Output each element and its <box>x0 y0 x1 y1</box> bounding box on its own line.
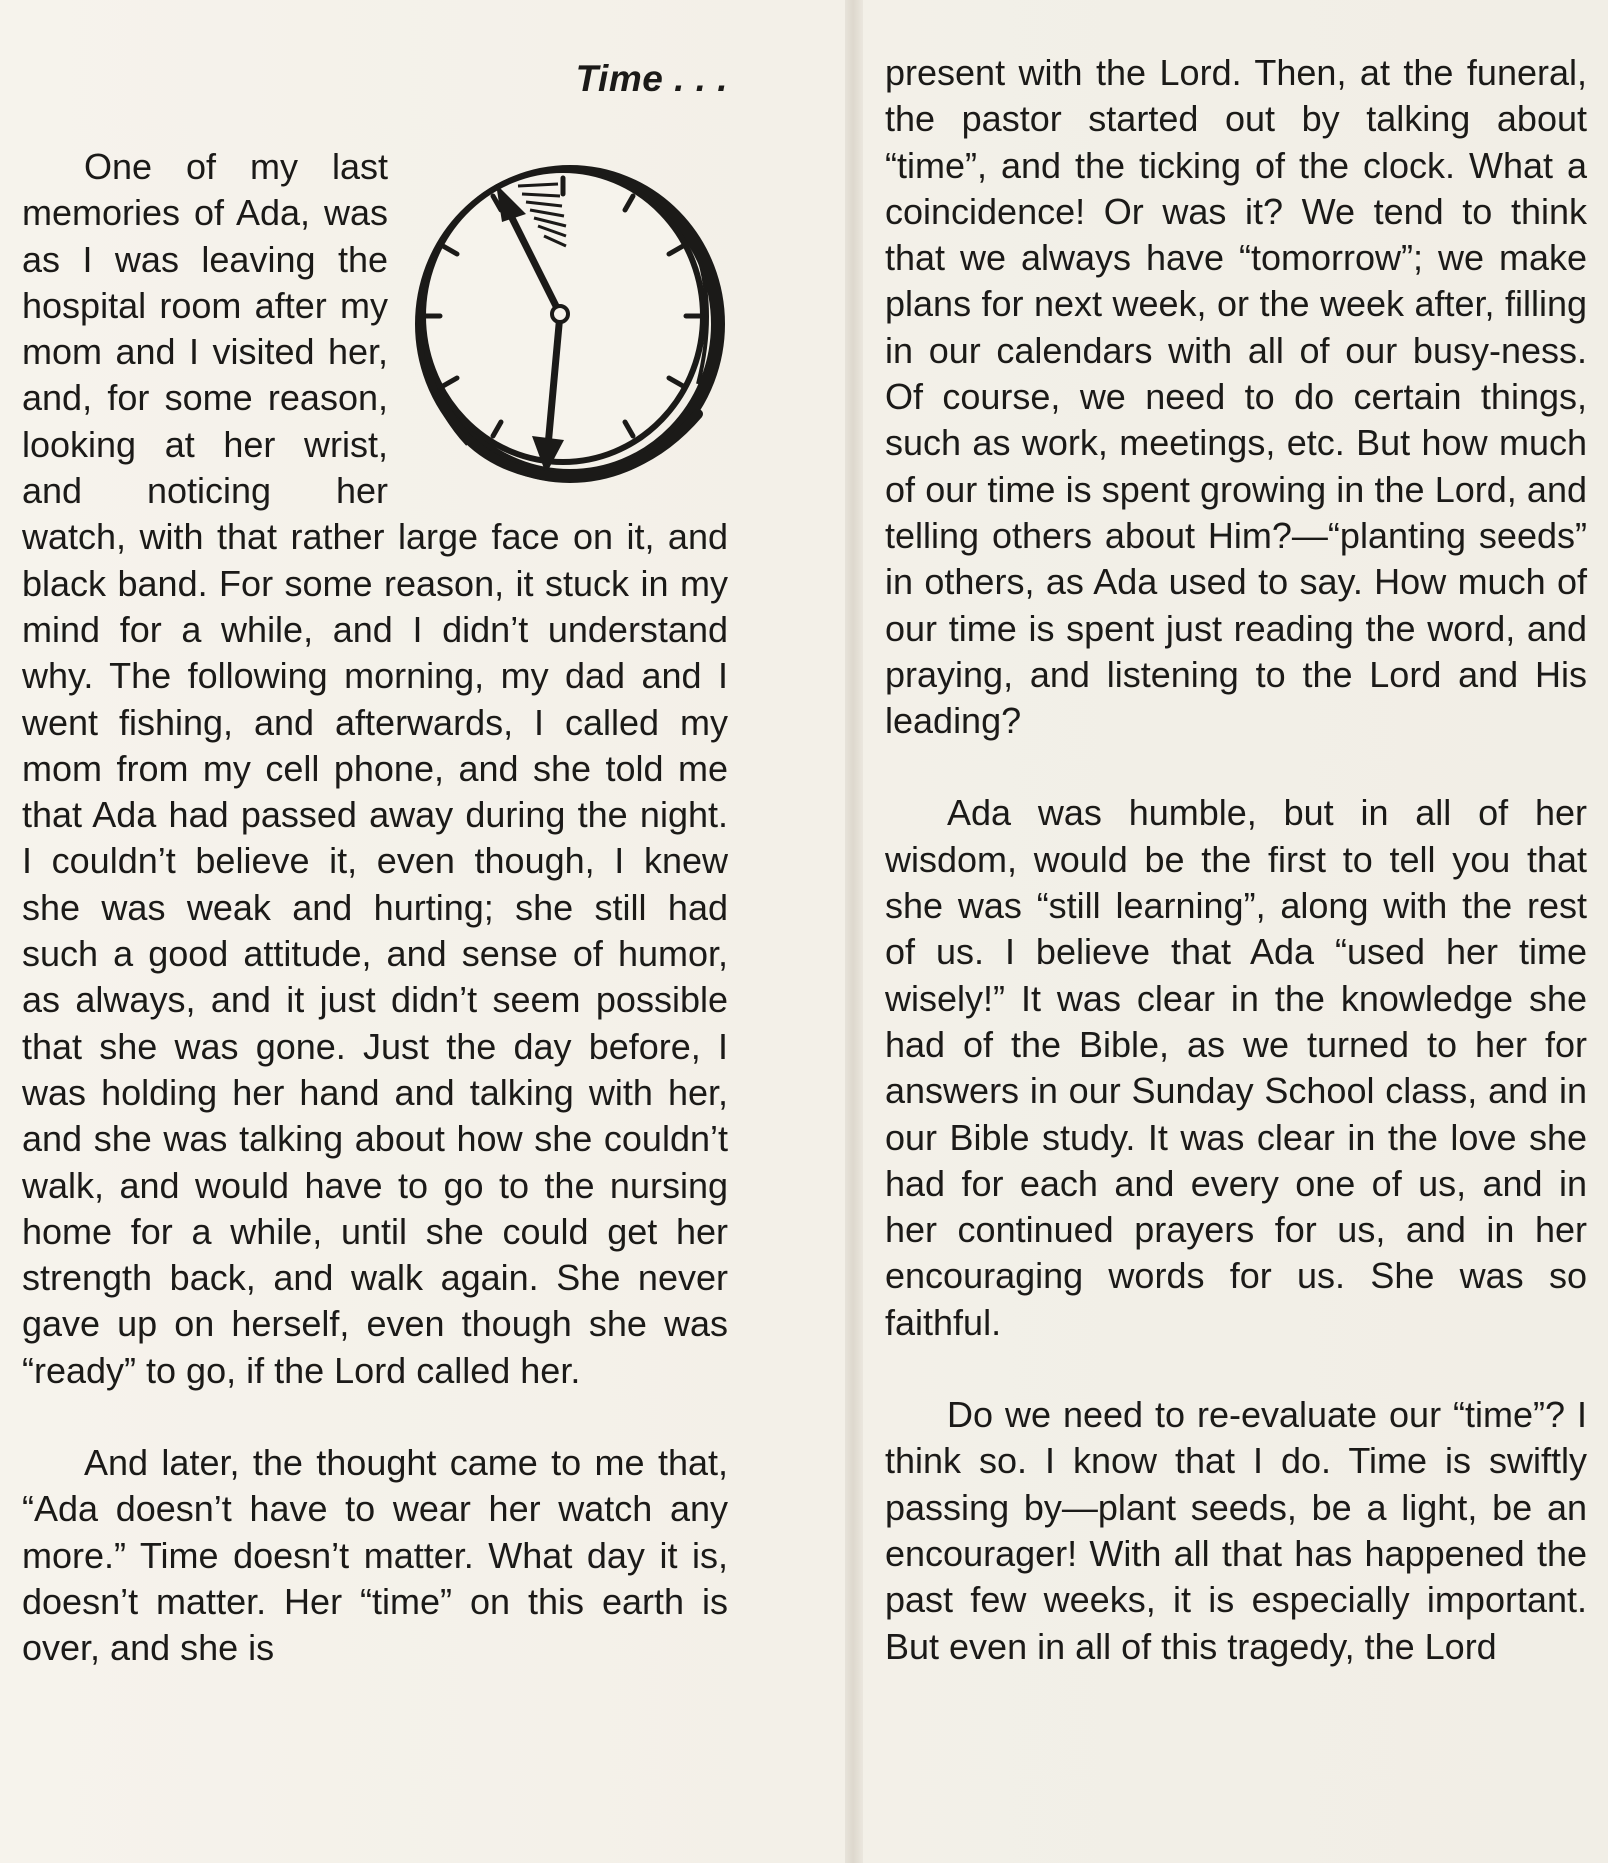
paragraph-gap <box>885 1346 1587 1392</box>
paragraph: Do we need to re-evaluate our “time”? I think so. I know that I do. Time is swiftly passing by—plant seeds, be a light, be an encourager! With all that has happened the past few weeks, it is especially important. But even in all of this tragedy, the Lord <box>885 1394 1587 1667</box>
paragraph: And later, the thought came to me that, “Ada doesn’t have to wear her watch any more.” Time doesn’t matter. What day it is, doesn’t matter. Her “time” on this earth is over, and she is <box>22 1442 728 1669</box>
paragraph: present with the Lord. Then, at the funeral, the pastor started out by talking about “time”, and the ticking of the clock. What a coincidence! Or was it? We tend to think that we always have “tomorrow”; we make plans for next week, or the week after, filling in our calendars with all of our busy-ness. Of course, we need to do certain things, such as work, meetings, etc. But how much of our time is spent growing in the Lord, and telling others about Him?—“planting seeds” in others, as Ada used to say. How much of our time is spent just reading the word, and praying, and listening to the Lord and His leading? <box>885 52 1587 742</box>
right-column-body <box>885 50 1587 1670</box>
clock-illustration <box>398 144 728 502</box>
paragraph: One of my last memories of Ada, was as I was leaving the hospital room after my mom and I visited her, and, for some reason, looking at her wrist, and noticing her watch, with that rather large face on it, and black band. For some reason, it stuck in my mind for a while, and I didn’t understand why. The following morning, my dad and I went fishing, and afterwards, I called my mom from my cell phone, and she told me that Ada had passed away during the night. I couldn’t believe it, even though, I knew she was weak and hurting; she still had such a good attitude, and sense of humor, as always, and it just didn’t seem possible that she was gone. Just the day before, I was holding her hand and talking with her, and she was talking about how she couldn’t walk, and would have to go to the nursing home for a while, until she could get her strength back, and walk again. She never gave up on herself, even though she was “ready” to go, if the Lord called her. <box>22 146 728 1391</box>
column-divider <box>845 0 863 1863</box>
article-title: Time . . . <box>575 58 728 99</box>
paragraph-gap <box>885 744 1587 790</box>
left-column-body <box>22 144 728 1672</box>
clock-icon <box>398 144 728 502</box>
paragraph: Ada was humble, but in all of her wisdom, would be the first to tell you that she was “still learning”, along with the rest of us. I believe that Ada “used her time wisely!” It was clear in the knowledge she had of the Bible, as we turned to her for answers in our Sunday School class, and in our Bible study. It was clear in the love she had for each and every one of us, and in her continued prayers for us, and in her encouraging words for us. She was so faithful. <box>885 792 1587 1343</box>
paragraph-gap <box>22 1394 728 1440</box>
